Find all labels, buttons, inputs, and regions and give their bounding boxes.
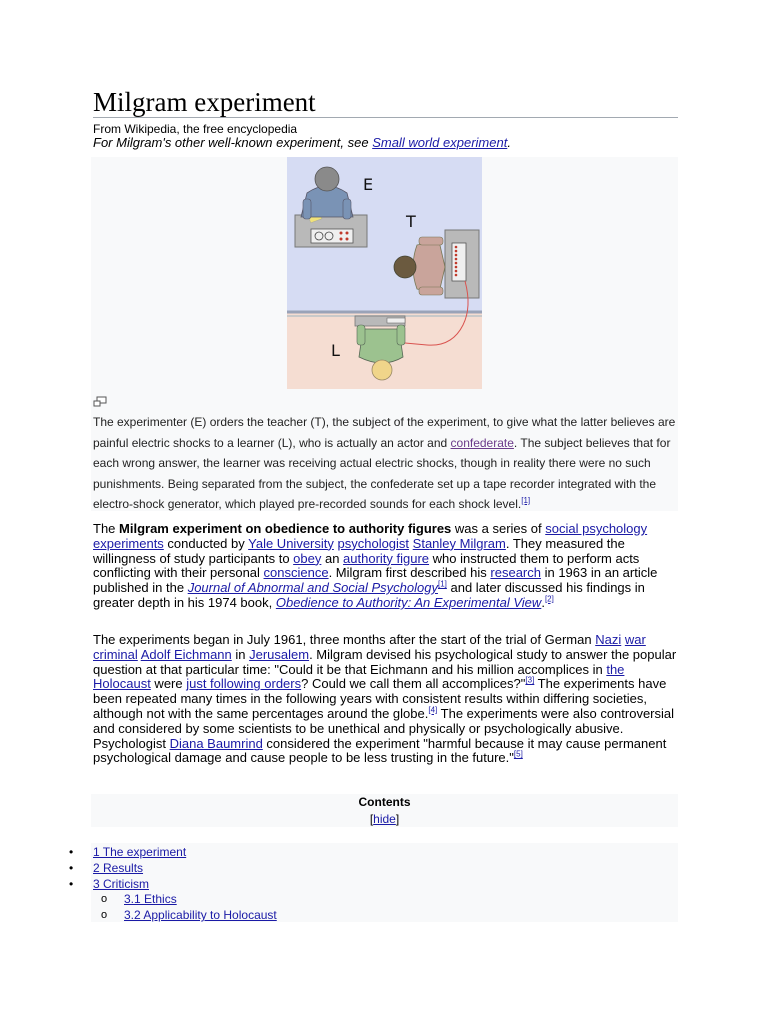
list-bullet: • <box>69 877 74 891</box>
ref-link[interactable]: [1] <box>521 496 531 505</box>
label-e: E <box>363 175 374 194</box>
list-sub-bullet: o <box>101 893 108 905</box>
site-subtitle: From Wikipedia, the free encyclopedia <box>93 122 298 136</box>
article-link[interactable]: Adolf Eichmann <box>140 646 232 662</box>
toc-title: Contents <box>358 795 411 809</box>
ref-link[interactable]: [4] <box>428 705 438 715</box>
ref-link[interactable]: [3] <box>525 676 535 686</box>
toc-item-criticism[interactable]: 3 Criticism <box>93 877 149 891</box>
article-link[interactable]: Diana Baumrind <box>169 735 263 751</box>
toc-item-the-experiment[interactable]: 1 The experiment <box>93 845 187 859</box>
ref-link[interactable]: [2] <box>544 594 554 604</box>
ref-link[interactable]: [5] <box>513 750 523 760</box>
article-link[interactable]: obey <box>293 550 322 566</box>
article-link[interactable]: just following orders <box>186 676 302 692</box>
toc-item-ethics[interactable]: 3.1 Ethics <box>124 892 177 906</box>
intro-paragraph: The Milgram experiment on obedience to authority figures was a series of social psychology experiments conducted by Yale University psychologist Stanley Milgram. They measured the willingness of study participants to obey an authority figure who instructed them to perform acts conflicting with their personal conscience. Milgram first described his research in 1963 in an article published in the Journal of Abnormal and Social Psychology[1] and later discussed his findings in greater depth in his 1974 book, Obedience to Authority: An Experimental View.[2] <box>93 521 658 610</box>
ref-link[interactable]: [1] <box>437 579 447 589</box>
hatnote: For Milgram's other well-known experiment, see Small world experiment. <box>93 135 511 150</box>
label-t: T <box>406 212 416 231</box>
small-world-link[interactable]: Small world experiment <box>372 135 508 150</box>
toc-hide: [hide] <box>369 812 400 826</box>
toc-item-results[interactable]: 2 Results <box>93 861 144 875</box>
toc-item-applicability[interactable]: 3.2 Applicability to Holocaust <box>124 908 277 922</box>
article-link[interactable]: social psychology <box>545 521 648 536</box>
list-sub-bullet: o <box>101 909 108 921</box>
milgram-diagram <box>287 157 482 389</box>
magnify-icon[interactable] <box>93 396 107 408</box>
article-link[interactable]: the Holocaust <box>93 661 625 692</box>
title-divider <box>93 117 678 118</box>
article-link[interactable]: conscience <box>263 565 329 581</box>
article-link[interactable]: authority figure <box>343 550 430 566</box>
history-paragraph: The experiments began in July 1961, three months after the start of the trial of German Nazi war criminal Adolf Eichmann in Jerusalem. Milgram devised his psychological study to answer the popular question at that particular time: "Could it be that Eichmann and his million accomplices in the Holocaust were just following orders? Could we call them all accomplices?"[3] The experiments have been repeated many times in the following years with consistent results within differing societies, although not with the same percentages around the globe.[4] The experiments were also controversial and considered by some scientists to be unethical and physically or psychologically abusive. Psychologist Diana Baumrind considered the experiment "harmful because it may cause permanent psychological damage and cause people to be less trusting in the future."[5] <box>93 632 677 766</box>
article-link[interactable]: psychologist <box>337 535 410 551</box>
article-link[interactable]: Yale University <box>248 535 334 551</box>
confederate-link[interactable]: confederate <box>450 435 514 450</box>
list-bullet: • <box>69 845 74 859</box>
article-link[interactable]: Jerusalem <box>249 646 310 662</box>
article-link[interactable]: Journal of Abnormal and Social Psychology <box>187 580 438 596</box>
page-title: Milgram experiment <box>93 87 316 117</box>
article-link[interactable]: experiments <box>93 535 164 551</box>
list-bullet: • <box>69 861 74 875</box>
article-link[interactable]: Nazi <box>595 632 622 647</box>
article-link[interactable]: Obedience to Authority: An Experimental View <box>275 594 542 610</box>
article-link[interactable]: Stanley Milgram <box>412 535 506 551</box>
article-link[interactable]: research <box>490 565 541 581</box>
toc-hide-link[interactable]: hide <box>373 812 396 826</box>
label-l: L <box>331 341 340 360</box>
figure-caption: The experimenter (E) orders the teacher (T), the subject of the experiment, to give what the latter believes are painful electric shocks to a learner (L), who is actually an actor and confederate. The subject believes that for each wrong answer, the learner was receiving actual electric shocks, though in reality there were no such punishments. Being separated from the subject, the confederate set up a tape recorder integrated with the electro-shock generator, which played pre-recorded sounds for each shock level.[1] <box>93 415 676 511</box>
article-link[interactable]: war criminal <box>93 632 646 662</box>
